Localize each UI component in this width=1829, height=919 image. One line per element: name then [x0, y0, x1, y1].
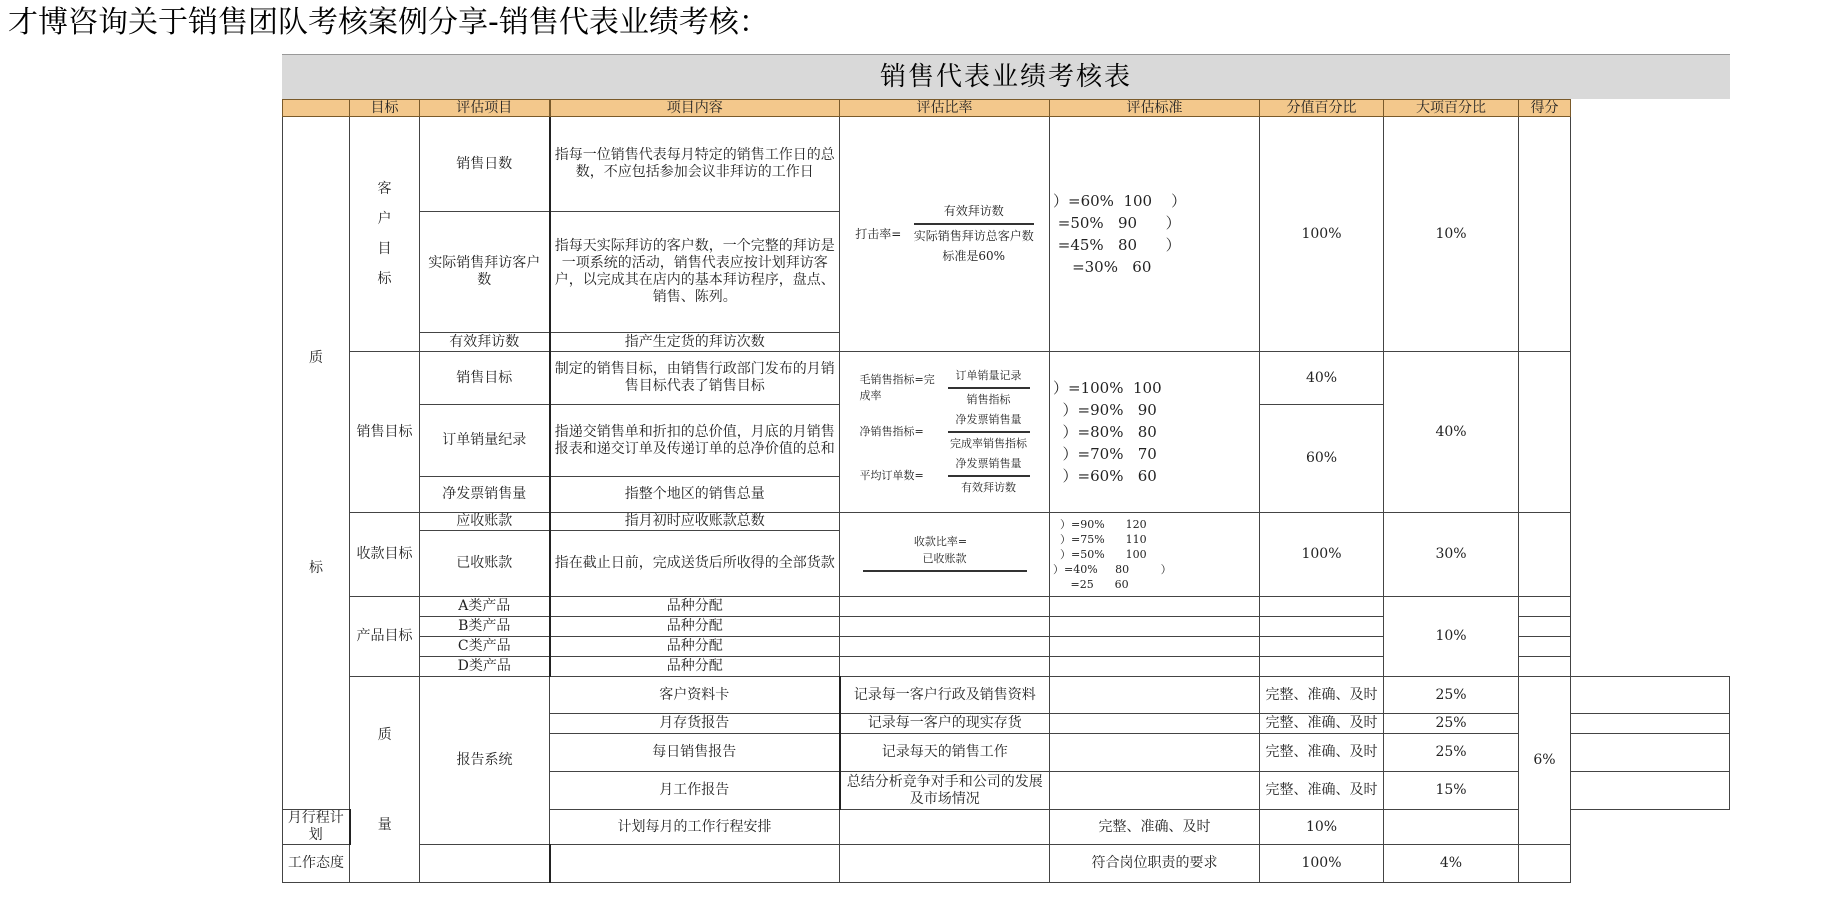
- eval-item: C类产品: [420, 637, 550, 657]
- item-pct: 4%: [1384, 845, 1519, 883]
- header-score: 得分: [1519, 100, 1571, 117]
- appraisal-table: [282, 99, 1730, 883]
- eval-standard: 完整、准确、及时: [1050, 810, 1260, 845]
- item-content: 指月初时应收账款总数: [550, 513, 840, 531]
- item-content: 指每一位销售代表每月特定的销售工作日的总数，不应包括参加会议非拜访的工作日: [550, 117, 840, 212]
- header-blank: [283, 100, 350, 117]
- table-row: [283, 513, 1730, 531]
- eval-item: A类产品: [420, 597, 550, 617]
- ratio-formula: 收款比率= 已收账款: [840, 513, 1050, 597]
- item-content: 计划每月的工作行程安排: [550, 810, 840, 845]
- score-cell[interactable]: [1519, 352, 1571, 513]
- score-pct: 25%: [1384, 734, 1519, 772]
- score-pct: 25%: [1384, 677, 1519, 714]
- score-cell[interactable]: [1571, 714, 1730, 734]
- eval-item: 已收账款: [420, 531, 550, 597]
- item-content: 制定的销售目标，由销售行政部门发布的月销售目标代表了销售目标: [550, 352, 840, 405]
- eval-standard: 完整、准确、及时: [1260, 677, 1384, 714]
- score-cell[interactable]: [1571, 677, 1730, 714]
- group-receivable: 收款目标: [350, 513, 420, 597]
- score-cell[interactable]: [1384, 810, 1519, 845]
- ratio-formulas: 毛销售指标=完成率 $\frac{\text{订单销量记录}}{\text{销售指标}}$ 净销售指标= $\frac{\text{净发票销售量}}{\text{完成率销售指标}}$ 平均订单数= $\frac{\text{净发票销售量}}{\text{有效拜访数}}$: [840, 352, 1050, 513]
- header-eval-item: 评估项目: [420, 100, 550, 117]
- score-pct: 60%: [1260, 405, 1384, 513]
- item-pct: 30%: [1384, 513, 1519, 597]
- header-target: 目标: [350, 100, 420, 117]
- score-cell[interactable]: [1571, 734, 1730, 772]
- item-pct: 40%: [1384, 352, 1519, 513]
- eval-item: 应收账款: [420, 513, 550, 531]
- category-zhibiao: 质 标: [283, 117, 350, 810]
- eval-item: 销售目标: [420, 352, 550, 405]
- eval-standard: 完整、准确、及时: [1260, 772, 1384, 810]
- item-pct: 10%: [1384, 597, 1519, 677]
- eval-item: 客户资料卡: [550, 677, 840, 714]
- eval-item: 月行程计划: [283, 810, 350, 845]
- ratio-formula: 打击率= 有效拜访数 实际销售拜访总客户数 标准是60%: [840, 117, 1050, 352]
- item-content: 指整个地区的销售总量: [550, 477, 840, 513]
- score-cell[interactable]: [1571, 772, 1730, 810]
- table-row: [283, 352, 1730, 405]
- header-score-pct: 分值百分比: [1260, 100, 1384, 117]
- item-content: 记录每一客户行政及销售资料: [840, 677, 1050, 714]
- group-product: 产品目标: [350, 597, 420, 677]
- header-row: [283, 100, 1730, 117]
- eval-item: 销售日数: [420, 117, 550, 212]
- eval-item: 订单销量纪录: [420, 405, 550, 477]
- score-pct: 100%: [1260, 513, 1384, 597]
- eval-item: 月存货报告: [550, 714, 840, 734]
- score-pct: 40%: [1260, 352, 1384, 405]
- item-content: 记录每一客户的现实存货: [840, 714, 1050, 734]
- score-cell[interactable]: [1519, 637, 1571, 657]
- eval-standard: ）=90% 120 ）=75% 110 ）=50% 100 ）=40% 80 ） =25 60: [1050, 513, 1260, 597]
- eval-item: B类产品: [420, 617, 550, 637]
- score-cell[interactable]: [1519, 617, 1571, 637]
- item-content: 指递交销售单和折扣的总价值，月底的月销售报表和递交订单及传递订单的总净价值的总和: [550, 405, 840, 477]
- appraisal-sheet: [282, 54, 1730, 907]
- score-cell[interactable]: [1519, 117, 1571, 352]
- group-sales: 销售目标: [350, 352, 420, 513]
- score-cell[interactable]: [1519, 597, 1571, 617]
- sheet-title: 销售代表业绩考核表: [282, 54, 1730, 99]
- group-report: 报告系统: [420, 677, 550, 845]
- eval-standard: 完整、准确、及时: [1260, 734, 1384, 772]
- header-standard: 评估标准: [1050, 100, 1260, 117]
- eval-standard: 符合岗位职责的要求: [1050, 845, 1260, 883]
- item-content: 品种分配: [550, 657, 840, 677]
- eval-item: 月工作报告: [550, 772, 840, 810]
- score-pct: 10%: [1260, 810, 1384, 845]
- header-ratio: 评估比率: [840, 100, 1050, 117]
- item-content: 指产生定货的拜访次数: [550, 333, 840, 352]
- item-pct: 6%: [1519, 677, 1571, 845]
- score-pct: 25%: [1384, 714, 1519, 734]
- score-pct: 100%: [1260, 117, 1384, 352]
- table-row: [283, 117, 1730, 212]
- item-content: 总结分析竞争对手和公司的发展及市场情况: [840, 772, 1050, 810]
- item-content: 品种分配: [550, 617, 840, 637]
- score-cell[interactable]: [1519, 845, 1571, 883]
- eval-item: 每日销售报告: [550, 734, 840, 772]
- item-content: 记录每天的销售工作: [840, 734, 1050, 772]
- eval-item: 实际销售拜访客户数: [420, 212, 550, 333]
- score-pct: 100%: [1260, 845, 1384, 883]
- header-item-pct: 大项百分比: [1384, 100, 1519, 117]
- page-heading: 才博咨询关于销售团队考核案例分享-销售代表业绩考核：: [8, 5, 769, 40]
- score-cell[interactable]: [1519, 657, 1571, 677]
- table-row: [283, 597, 1730, 617]
- category-zhiliang: 质 量: [350, 677, 420, 883]
- table-row: [283, 677, 1730, 714]
- item-content: 品种分配: [550, 597, 840, 617]
- table-row: [283, 845, 1730, 883]
- item-content: 指在截止日前，完成送货后所收得的全部货款: [550, 531, 840, 597]
- eval-standard: ）=60% 100 ） =50% 90 ） =45% 80 ） =30% 60: [1050, 117, 1260, 352]
- header-content: 项目内容: [550, 100, 840, 117]
- eval-item: D类产品: [420, 657, 550, 677]
- score-pct: 15%: [1384, 772, 1519, 810]
- group-attitude: 工作态度: [283, 845, 350, 883]
- score-cell[interactable]: [1519, 513, 1571, 597]
- eval-item: 有效拜访数: [420, 333, 550, 352]
- group-customer: 客 户 目 标: [350, 117, 420, 352]
- eval-standard: 完整、准确、及时: [1260, 714, 1384, 734]
- item-pct: 10%: [1384, 117, 1519, 352]
- item-content: 指每天实际拜访的客户数，一个完整的拜访是一项系统的活动，销售代表应按计划拜访客户，以完成其在店内的基本拜访程序，盘点、销售、陈列。: [550, 212, 840, 333]
- eval-item: 净发票销售量: [420, 477, 550, 513]
- item-content: 品种分配: [550, 637, 840, 657]
- eval-standard: ）=100% 100 ）=90% 90 ）=80% 80 ）=70% 70 ）=60% 60: [1050, 352, 1260, 513]
